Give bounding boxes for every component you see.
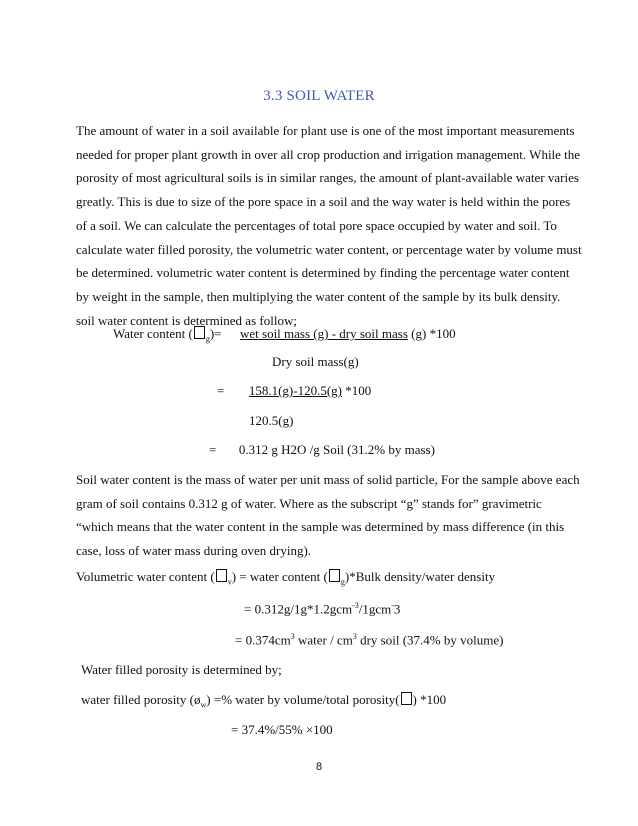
intro-paragraph [76, 119, 582, 332]
text-line: Soil water content is the mass of water per unit mass of solid particle, For the sample above each [76, 472, 580, 487]
text-line: case, loss of water mass during oven drying). [76, 543, 312, 559]
substitution-denominator: 120.5(g) [249, 413, 294, 428]
page-number: 8 [315, 761, 323, 773]
wfp-result: = 37.4%/55% ×100 [231, 722, 333, 737]
water-content-equation: Water content ( $_g$)= wet soil mass (g) - dry soil mass (g) *100 [113, 326, 456, 344]
numerator-dry-mass: dry soil mass [339, 326, 408, 341]
explanation-paragraph [76, 468, 580, 563]
result-equation: = 0.312 g H2O /g Soil (31.2% by mass) [209, 442, 435, 457]
theta-symbol-placeholder [401, 692, 412, 705]
substitution-numerator: 158.1(g)-120.5(g) [248, 383, 342, 398]
substitution-equation: = 158.1(g)-120.5(g) *100 [217, 383, 372, 398]
text-line: greatly. This is due to size of the pore space in a soil and the way water is held within the pores [76, 194, 571, 210]
text-line: soil water content is determined as follow; [76, 312, 297, 328]
theta-symbol-placeholder [329, 569, 340, 582]
text-line: by weight in the sample, then multiplying the water content of the sample by its bulk density. [76, 288, 561, 304]
text-line: be determined. volumetric water content is determined by finding the percentage water content [76, 265, 570, 281]
theta-symbol-placeholder [216, 569, 227, 582]
wfp-equation: water filled porosity $(ø_w)$ =% water by volume/total porosity( ) *100 [81, 692, 447, 710]
wfp-intro: Water filled porosity is determined by; [81, 662, 282, 677]
volumetric-equation: Volumetric water content ( $_v$) = water content ( $_g$)*Bulk density/water density [76, 569, 496, 587]
numerator-wet-mass: wet soil mass (g) [239, 326, 329, 341]
text-line: needed for proper plant growth in over all crop production and irrigation management. While the [76, 146, 581, 162]
text-line: gram of soil contains 0.312 g of water. Where as the subscript “g” stands for” gravimetric [76, 495, 542, 511]
volumetric-result: = $0.374cm^3$ water / $cm^3$ dry soil (37.4% by volume) [235, 632, 504, 648]
volumetric-substitution: = 0.312g/1g*1.2gcm$^{-3}$/1gcm-3 [244, 601, 401, 617]
text-line: of a soil. We can calculate the percentages of total pore space occupied by water and soil. To [76, 217, 557, 233]
theta-symbol-placeholder [194, 326, 205, 339]
text-line: calculate water filled porosity, the volumetric water content, or percentage water by volume must [76, 241, 582, 257]
text-line: “which means that the water content in the sample was determined by mass difference (in this [76, 519, 565, 535]
text-line: The amount of water in a soil available for plant use is one of the most important measurements [76, 123, 575, 138]
equation-denominator: Dry soil mass(g) [272, 354, 359, 369]
text-line: porosity of most agricultural soils is in similar ranges, the amount of plant-available water varies [76, 170, 579, 186]
section-heading: 3.3 SOIL WATER [263, 88, 375, 104]
